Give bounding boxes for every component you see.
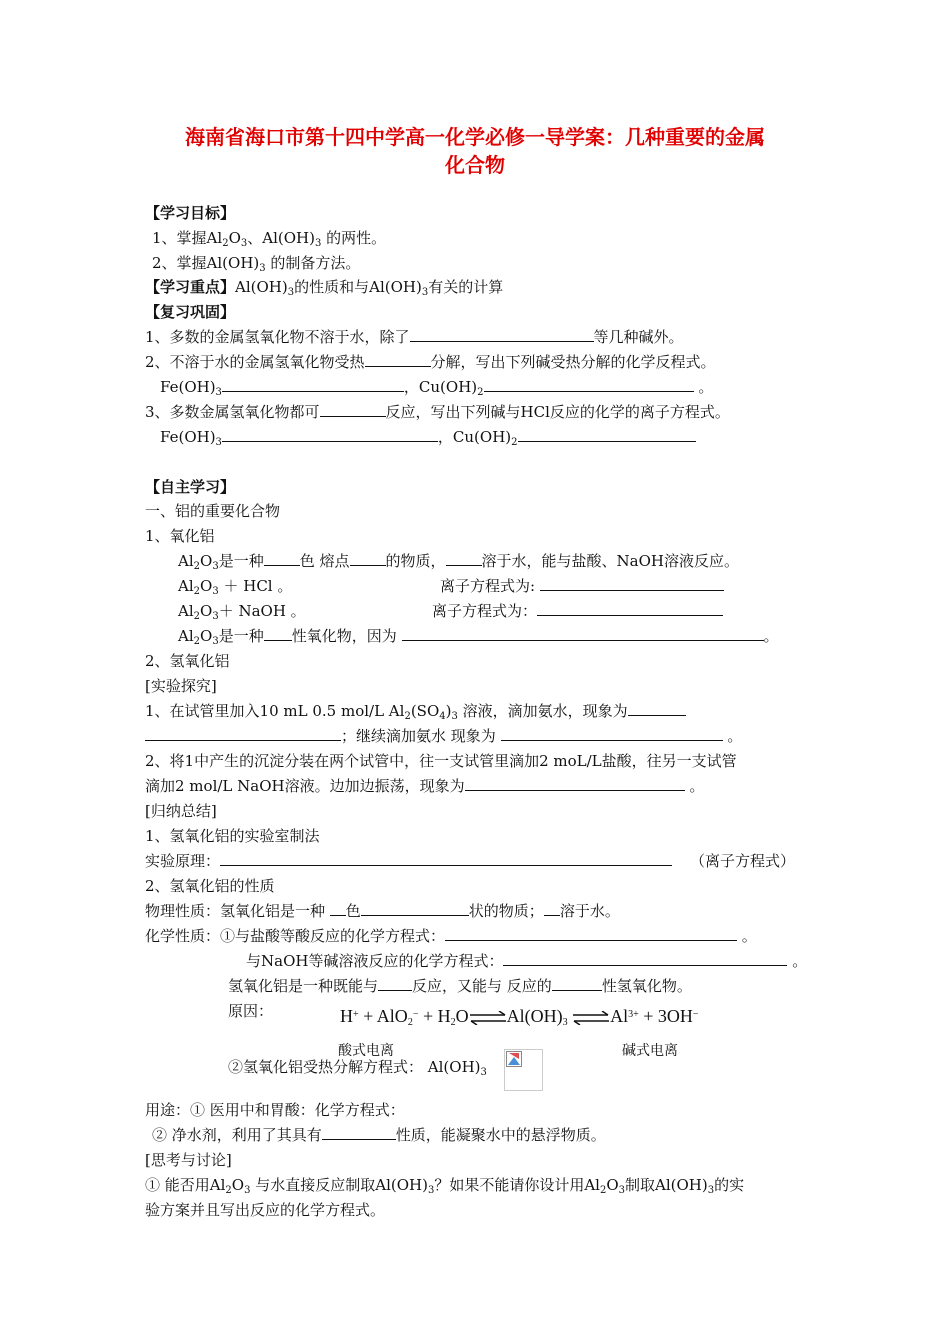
alumina-hcl: $Al_2O_3$ ＋ HCl 。 [178, 577, 293, 597]
page-title-line2: 化合物 [445, 153, 505, 177]
review-q1: 1、多数的金属氢氧化物不溶于水，除了 等几种碱外。 [145, 328, 684, 346]
self-study-heading: 【自主学习】 [145, 478, 236, 496]
experiment-heading: [实验探究] [145, 677, 217, 695]
alumina-title: 1、氧化铝 [145, 527, 215, 545]
alumina-hcl-ionic: 离子方程式为: [440, 576, 724, 596]
chemical-properties-2: 与NaOH等碱溶液反应的化学方程式： 。 [246, 952, 808, 970]
thermal-decomposition: ②氢氧化铝受热分解方程式： $Al(OH)_3$ [228, 1058, 487, 1078]
objective-1: 1、掌握$Al_2O_3$、$Al(OH)_3$ 的两性。 [152, 229, 387, 249]
ionization-equation: $H^+ + AlO_2^- + H_2O$ $Al(OH)_3$ $Al^{3+} + 3OH^-$ [340, 1006, 699, 1028]
chemical-properties-1: 化学性质：①与盐酸等酸反应的化学方程式： 。 [145, 927, 757, 945]
review-heading: 【复习巩固】 [145, 303, 236, 321]
objectives-heading: 【学习目标】 [145, 204, 236, 222]
hydroxide-title: 2、氢氧化铝 [145, 652, 230, 670]
objective-2: 2、掌握$Al(OH)_3$ 的制备方法。 [152, 254, 361, 274]
summary-heading: [归纳总结] [145, 802, 217, 820]
equilibrium-arrow-icon [469, 1011, 507, 1025]
review-q2-blanks: $Fe(OH)_3$ ，$Cu(OH)_2$ 。 [160, 378, 714, 398]
think-question-line2: 验方案并且写出反应的化学方程式。 [145, 1201, 386, 1219]
summary-2: 2、氢氧化铝的性质 [145, 877, 275, 895]
uses-1: 用途：① 医用中和胃酸：化学方程式： [145, 1101, 405, 1119]
principle-line: 实验原理： [145, 851, 672, 871]
page-title-line1: 海南省海口市第十四中学高一化学必修一导学案：几种重要的金属 [185, 125, 765, 149]
broken-image-icon [504, 1049, 543, 1091]
alumina-naoh-ionic: 离子方程式为： [432, 601, 723, 621]
alumina-naoh: $Al_2O_3+$ NaOH 。 [178, 602, 306, 622]
section-1-title: 一、铝的重要化合物 [145, 502, 281, 520]
amphoteric-hydroxide: 氢氧化铝是一种既能与 反应，又能与 反应的 性氢氧化物。 [228, 977, 692, 995]
experiment-2-line2: 滴加2 mol/L NaOH溶液。边加边振荡，现象为 。 [145, 777, 705, 795]
think-heading: [思考与讨论] [145, 1151, 232, 1169]
summary-1: 1、氢氧化铝的实验室制法 [145, 827, 320, 845]
alumina-properties: $Al_2O_3$是一种 色 熔点 的物质， 溶于水，能与盐酸、NaOH溶液反应。 [178, 552, 739, 572]
review-q3-blanks: $Fe(OH)_3$ ，$Cu(OH)_2$ [160, 427, 696, 447]
equilibrium-arrow-icon [572, 1011, 610, 1025]
reason-label: 原因： [228, 1002, 274, 1020]
experiment-1: 1、在试管里加入10 mL 0.5 mol/L $Al_2(SO_4)_3$ 溶液，滴加氨水，现象为 [145, 701, 686, 721]
focus-line: 【学习重点】$Al(OH)_3$的性质和与$Al(OH)_3$有关的计算 [145, 278, 504, 298]
base-ionization-label: 碱式电离 [622, 1043, 678, 1059]
physical-properties: 物理性质：氢氧化铝是一种 色 状的物质； 溶于水。 [145, 902, 620, 920]
think-question-line1: ① 能否用$Al_2O_3$ 与水直接反应制取$Al(OH)_3$？如果不能请你设计用$Al_2O_3$制取$Al(OH)_3$的实 [145, 1176, 745, 1196]
uses-2: ② 净水剂，利用了其具有 性质，能凝聚水中的悬浮物质。 [152, 1126, 606, 1144]
experiment-1-line2: ；继续滴加氨水 现象为 。 [145, 726, 742, 746]
acid-ionization-label: 酸式电离 [338, 1043, 394, 1059]
principle-note: （离子方程式） [690, 852, 796, 870]
review-q3: 3、多数金属氢氧化物都可 反应，写出下列碱与HCl反应的化学的离子方程式。 [145, 403, 730, 421]
review-q2: 2、不溶于水的金属氢氧化物受热 分解，写出下列碱受热分解的化学反程式。 [145, 353, 716, 371]
alumina-amphoteric: $Al_2O_3$是一种 性氧化物，因为 。 [178, 627, 779, 647]
experiment-2: 2、将1中产生的沉淀分装在两个试管中，往一支试管里滴加2 moL/L盐酸，往另一支试管 [145, 752, 737, 770]
